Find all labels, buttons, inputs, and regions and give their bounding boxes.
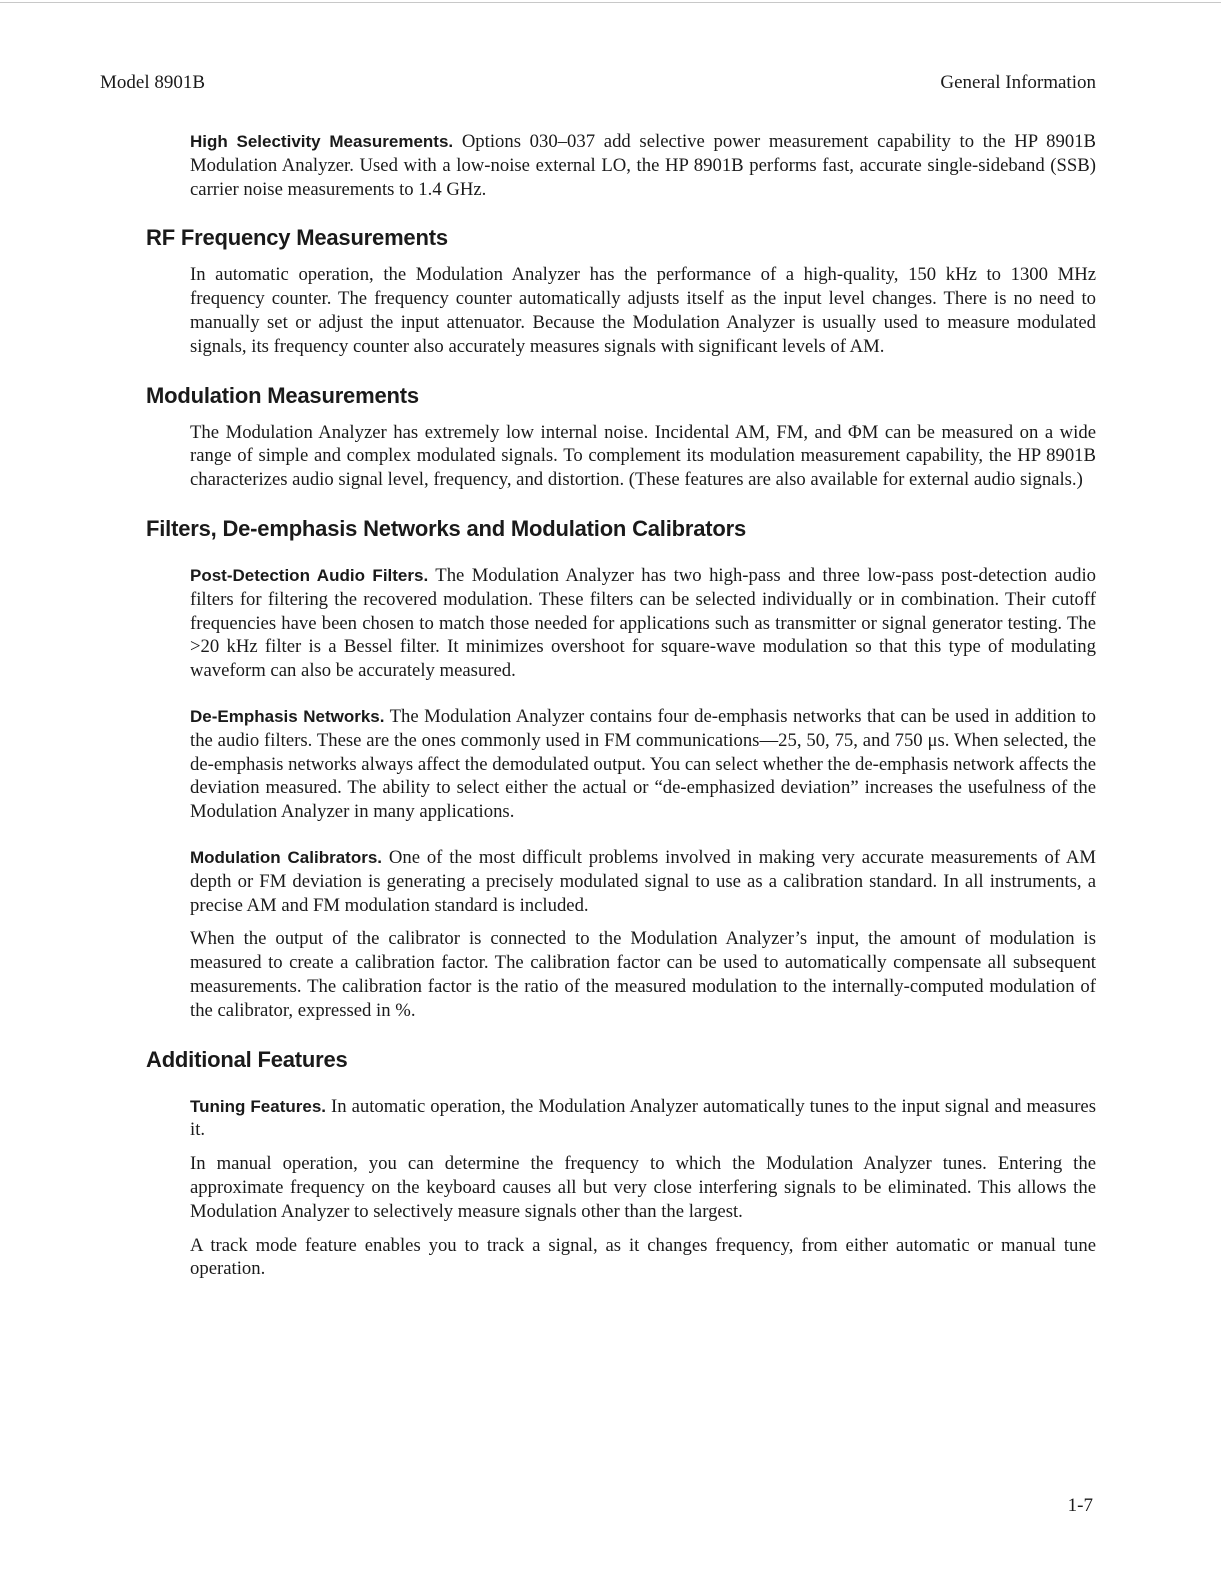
calibrators-paragraph [190,846,1096,917]
de-emphasis-text: The Modulation Analyzer contains four de-emphasis networks that can be used in addition to the audio filters. These are the ones commonly used in FM communications—25, 50, 75, and 750 μs. When selected, the de-emphasis networks always affect the demodulated output. You can select whether the de-emphasis network affects the deviation measured. The ability to select either the actual or “de-emphasized deviation” increases the usefulness of the Modulation Analyzer in many applications. [190,705,1096,823]
intro-text: Options 030–037 add selective power measurement capability to the HP 8901B Modulation Analyzer. Used with a low-noise external LO, the HP 8901B performs fast, accurate single-sideband (SSB) carrier noise measurements to 1.4 GHz. [190,131,1096,200]
tuning-text: In automatic operation, the Modulation Analyzer automatically tunes to the input signal and measures it. [190,1095,1096,1141]
additional-heading: Additional Features [146,1046,348,1072]
tuning-lead: Tuning Features. [190,1096,327,1116]
post-detection-lead: Post-Detection Audio Filters. [190,565,429,585]
running-header [100,72,1096,96]
tuning-paragraph [190,1095,1096,1143]
post-detection-text: The Modulation Analyzer has two high-pass and three low-pass post-detection audio filters for filtering the recovered modulation. These filters can be selected individually or in combination. Their cutoff frequencies have been chosen to match those needed for applications such as transmitter or signal generator testing. The >20 kHz filter is a Bessel filter. It minimizes overshoot for square-wave modulation so that this type of modulating waveform can also be accurately measured. [190,564,1096,682]
filters-heading: Filters, De-emphasis Networks and Modulation Calibrators [146,515,747,541]
header-model: Model 8901B [100,72,206,93]
page-content [146,130,1096,1281]
rf-frequency-heading: RF Frequency Measurements [146,225,448,251]
top-rule [0,2,1221,3]
calibrators-text: One of the most difficult problems involved in making very accurate measurements of AM depth or FM deviation is generating a precisely modulated signal to use as a calibration standard. In all instruments, a precise AM and FM modulation standard is included. [190,846,1097,916]
calibrators-lead: Modulation Calibrators. [190,847,383,867]
intro-lead: High Selectivity Measurements. [190,132,454,151]
header-chapter: General Information [940,72,1096,93]
de-emphasis-lead: De-Emphasis Networks. [190,706,385,726]
de-emphasis-paragraph [190,705,1096,824]
modulation-heading: Modulation Measurements [146,382,419,408]
manual-paragraph: In manual operation, you can determine the frequency to which the Modulation Analyzer tunes. Entering the approximate frequency on the keyboard causes all but very close interfering signals to be eliminated. This allows the Modulation Analyzer to selectively measure signals other than the largest. [190,1153,1096,1222]
modulation-paragraph: The Modulation Analyzer has extremely low internal noise. Incidental AM, FM, and ΦM can be measured on a wide range of simple and complex modulated signals. To complement its modulation measurement capability, the HP 8901B characterizes audio signal level, frequency, and distortion. (These features are also available for external audio signals.) [190,421,1096,491]
page-number: 1-7 [1067,1495,1093,1516]
post-detection-paragraph [190,564,1096,683]
calibrator-output-paragraph: When the output of the calibrator is connected to the Modulation Analyzer’s input, the amount of modulation is measured to create a calibration factor. The calibration factor can be used to automatically compensate all subsequent measurements. The calibration factor is the ratio of the measured modulation to the internally-computed modulation of the calibrator, expressed in %. [190,928,1096,1021]
track-paragraph: A track mode feature enables you to track a signal, as it changes frequency, from either automatic or manual tune operation. [190,1234,1096,1280]
intro-paragraph [190,130,1096,201]
rf-frequency-paragraph: In automatic operation, the Modulation Analyzer has the performance of a high-quality, 150 kHz to 1300 MHz frequency counter. The frequency counter automatically adjusts itself as the input level changes. There is no need to manually set or adjust the input attenuator. Because the Modulation Analyzer is usually used to measure modulated signals, its frequency counter also accurately measures signals with significant levels of AM. [190,264,1096,357]
